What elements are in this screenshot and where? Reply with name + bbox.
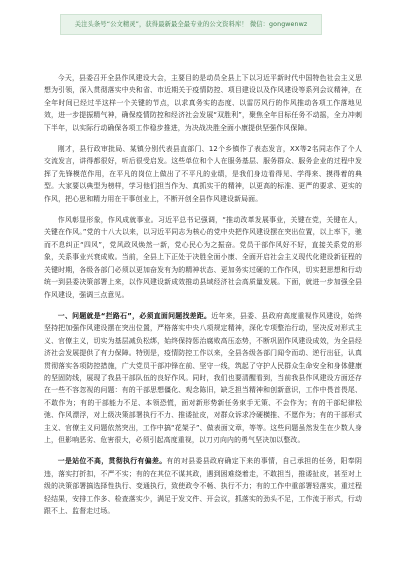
promo-banner-text: 关注头条号“公文精灵”，获得最新最全最专业的公文资料库！ 微信：gongwenwz (74, 21, 308, 28)
paragraph-text: 作风彰显形象，作风成就事业。习近平总书记强调，“推动改革发展事业，关键在党，关键在人，关键在作风。”党的十八大以来，以习近平同志为核心的党中央把作风建设摆在突出位置，以上率下，驰而不息纠正“四风”，党风政风焕然一新，党心民心为之振奋。党员干部作风好不好，直接关系党的形象，关系事业兴衰成败。当前，全县上下正处于决胜全面小康、全面开启社会主义现代化建设新征程的关键时期，各级各部门必须以更加奋发有为的精神状态、更加务实过硬的工作作风，切实把思想和行动统一到县委决策部署上来，以作风建设新成效推动县域经济社会高质量发展。下面，就进一步加强全县作风建设，强调三点意见。 (44, 216, 362, 299)
document-body (44, 72, 362, 517)
section-heading: 一、问题就是“拦路石”，必须直面问题找差距。 (57, 311, 212, 320)
paragraph-point-one (44, 455, 362, 517)
paragraph-intro (44, 72, 362, 134)
paragraph-importance (44, 214, 362, 301)
paragraph-text: 近年来，县委、县政府高度重视作风建设，始终坚持把加强作风建设摆在突出位置，严格落实中央八项规定精神，深化专项整治行动，坚决反对形式主义、官僚主义，切实为基层减负松绑，始终保持惩治腐败高压态势，不断巩固作风建设成效，为全县经济社会发展提供了有力保障。特别是，疫情防控工作以来，全县各级各部门闻令而动、逆行出征，认真贯彻落实各项防控措施，广大党员干部冲锋在前、坚守一线，筑起了守护人民群众生命安全和身体健康的坚固防线，展现了我县干部队伍的良好作风。同时，我们也要清醒看到，当前我县作风建设方面还存在一些不容忽视的问题：有的干部思想僵化、观念陈旧，缺乏担当精神和创新意识，工作中畏首畏尾、不敢作为；有的干部能力不足、本领恐慌，面对新形势新任务束手无策、不会作为；有的干部纪律松弛、作风漂浮，对上级决策部署执行不力、推诿扯皮，对群众诉求冷硬横推、不愿作为；有的干部形式主义、官僚主义问题依然突出，工作中搞“花架子”、做表面文章，等等。这些问题虽然发生在少数人身上，但影响恶劣、危害很大，必须引起高度重视，以刀刃向内的勇气坚决加以整改。 (44, 311, 362, 444)
paragraph-section-one (44, 310, 362, 446)
paragraph-speeches (44, 143, 362, 205)
point-heading: 一是站位不高，贯彻执行有偏差。 (57, 457, 167, 466)
paragraph-text: 刚才，县行政审批局、某镇分别代表县直部门、12个乡镇作了表态发言，XX等2名同志作了个人交流发言，讲得都很好，听后很受启发。这些单位和个人在服务基层、服务群众、服务企业的过程中发挥了先锋模范作用，在平凡的岗位上做出了不平凡的业绩，是我们身边看得见、学得来、摸得着的典型。大家要以典型为榜样，学习他们担当作为、真抓实干的精神，以更高的标准、更严的要求、更实的作风，把心思和精力用在干事创业上，不断开创全县作风建设新局面。 (44, 145, 362, 203)
paragraph-text: 今天，县委召开全县作风建设大会，主要目的是动员全县上下以习近平新时代中国特色社会主义思想为引领，深入贯彻落实中央和省、市近期关于疫情防控、项目建设以及作风建设等系列会议精神，在全年时间已经过半这样一个关键的节点，以求真务实的态度、以雷厉风行的作风推动各项工作落地见效，进一步提振精气神，确保疫情防控和经济社会发展“双胜利”，聚焦全年目标任务不动摇，全力冲刺下半年，以实际行动确保各项工作稳步推进，为决战决胜全面小康提供坚强作风保障。 (44, 74, 362, 132)
paragraph-text: 有的对县委县政府确定下来的事情，自己承担的任务，阳奉阴违，落实打折扣，不严不实；有的在其位不谋其政，遇到困难绕着走，不敢担当，推诿扯皮，甚至对上级的决策部署搞选择性执行、变通执行，致使政令不畅、执行不力；有的工作中重部署轻落实，重过程轻结果，安排工作多、检查落实少，满足于发文件、开会议，抓落实的劲头不足，工作流于形式，行动跟不上、监督走过场。 (44, 457, 362, 515)
promo-banner (60, 14, 322, 35)
